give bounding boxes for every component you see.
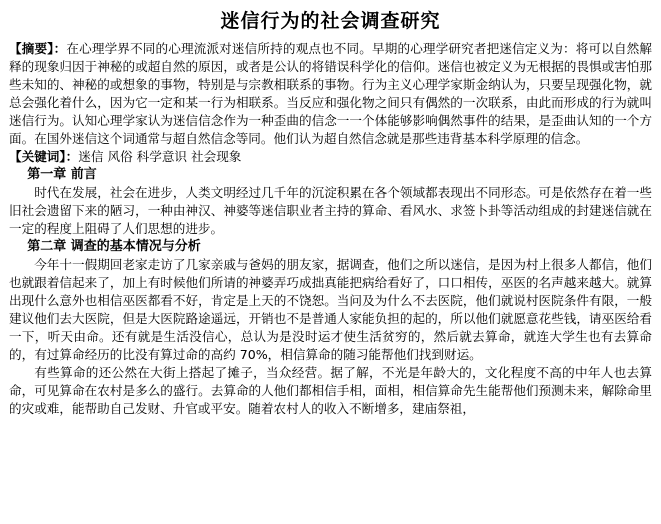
chapter-2-paragraph-2: 有些算命的还公然在大街上搭起了摊子，当众经营。据了解，不光是年龄大的，文化程度不高的中年人也去算命，可见算命在农村是多么的盛行。去算命的人他们都相信手相，面相，相信算命先生能帮他们预测未来，解除命里的灾或难，能帮助自己发财、升官或平安。随着农村人的收入不断增多，建庙祭祖，	[9, 365, 652, 416]
chapter-2-heading: 第二章 调查的基本情况与分析	[27, 239, 201, 254]
abstract-text: 在心理学界不同的心理流派对迷信所持的观点也不同。早期的心理学研究者把迷信定义为：将可以自然解释的现象归因于神秘的或超自然的原因，或者是公认的将错误科学化的信仰。迷信也被定义为无根据的畏惧或害怕那些未知的、神秘的或想象的事物，特别是与宗教相联系的事物。行为主义心理学家斯金纳认为，只要呈现强化物，就总会强化着什么，因为它一定和某一行为相联系。当反应和强化物之间只有偶然的一次联系，由此而形成的行为就叫迷信行为。认知心理学家认为迷信信念作为一种歪曲的信念一一个体能够影响偶然事件的结果，是歪曲认知的一个方面。在国外迷信这个词通常与超自然信念等同。他们认为超自然信念就是那些违背基本科学原理的信念。	[9, 41, 653, 146]
chapter-1-paragraph: 时代在发展，社会在进步，人类文明经过几千年的沉淀积累在各个领域都表现出不同形态。可是依然存在着一些旧社会遗留下来的陋习，一种由神汉、神婆等迷信职业者主持的算命、看风水、求签卜卦等活动组成的封建迷信就在一定的程度上阻碍了人们思想的进步。	[9, 185, 652, 236]
abstract-paragraph	[9, 40, 652, 148]
chapter-2-paragraph-1: 今年十一假期回老家走访了几家亲戚与爸妈的朋友家，据调查，他们之所以迷信，是因为村上很多人都信，他们也就跟着信起来了，加上有时候他们所请的神婆弄巧成拙真能把病给看好了，口口相传，巫医的名声越来越大。就算出现什么意外也相信巫医都看不好，肯定是上天的不饶恕。当问及为什么不去医院，他们就说村医院条件有限，一般建议他们去大医院，但是大医院路途遥远，开销也不是普通人家能负担的起的，所以他们就愿意花些钱，请巫医给看一下，听天由命。还有就是生活没信心，总认为是没时运才使生活贫穷的，然后就去算命，就连大学生也有去算命的，有过算命经历的比没有算过命的高约 70%，相信算命的随习能帮他们找到财运。	[9, 257, 652, 362]
keywords-paragraph	[9, 148, 652, 166]
keywords-text: 迷信 风俗 科学意识 社会现象	[78, 149, 242, 164]
keywords-label: 【关键词】：	[9, 149, 79, 164]
abstract-label: 【摘要】：	[9, 41, 67, 56]
chapter-1-heading: 第一章 前言	[27, 167, 97, 182]
document-title: 迷信行为的社会调查研究	[220, 10, 441, 32]
